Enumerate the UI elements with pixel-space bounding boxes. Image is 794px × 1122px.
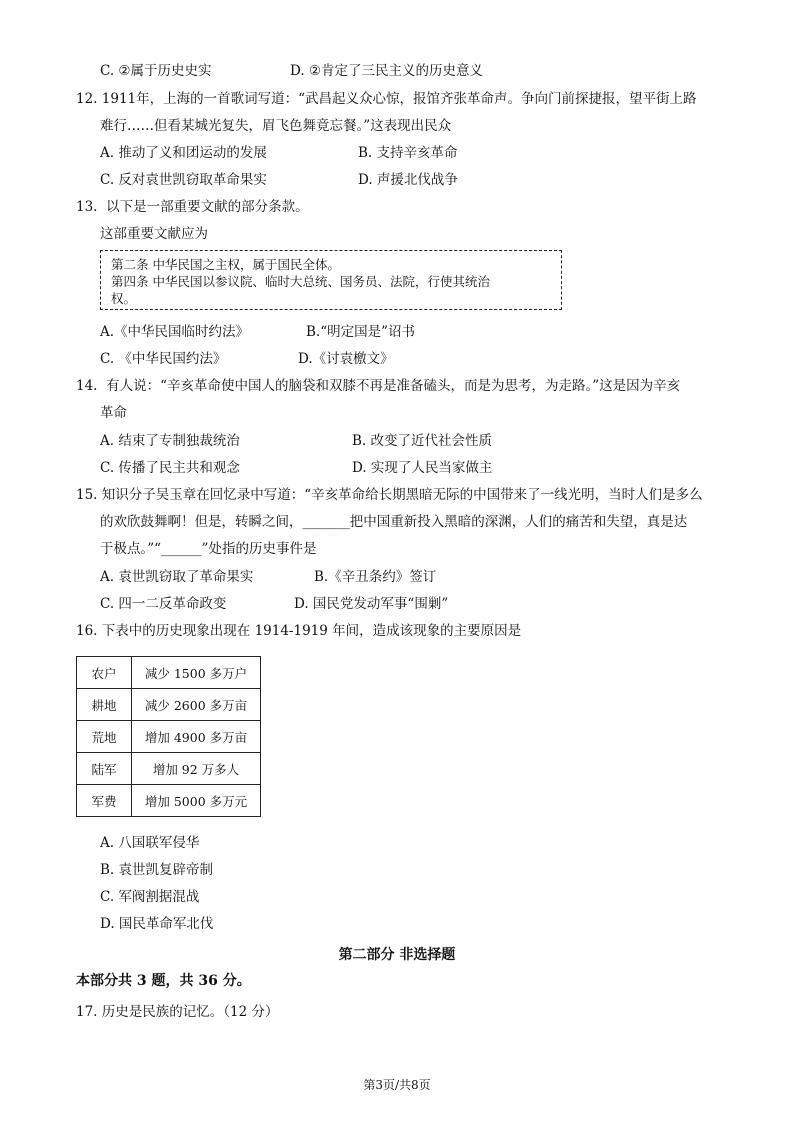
q11-option-c: C. ②属于历史史实 <box>100 63 212 79</box>
q13-option-b: B.“明定国是”诏书 <box>306 324 416 340</box>
page-number: 第3页/共8页 <box>363 1078 431 1092</box>
q11-option-d: D. ②肯定了三民主义的历史意义 <box>290 63 484 79</box>
q13-number: 13. <box>76 199 98 215</box>
q15-option-d: D. 国民党发动军事“围剿” <box>294 596 449 612</box>
q13-option-d: D.《讨袁檄文》 <box>298 351 394 367</box>
q15-stem-line3: 于极点。”“______”处指的历史事件是 <box>100 541 317 557</box>
table-cell-value: 增加 4900 多万亩 <box>132 721 261 753</box>
q12-option-c: C. 反对袁世凯窃取革命果实 <box>100 172 267 188</box>
q13-stem-text: 以下是一部重要文献的部分条款。 <box>106 199 309 215</box>
table-row <box>77 753 261 785</box>
q13-box-line1: 第二条 中华民国之主权，属于国民全体。 <box>111 257 340 272</box>
table-cell-label: 耕地 <box>77 689 132 721</box>
table-cell-value: 减少 2600 多万亩 <box>132 689 261 721</box>
q16-number: 16. <box>76 623 98 639</box>
q14-option-a: A. 结束了专制独裁统治 <box>100 433 240 449</box>
q16-option-b: B. 袁世凯复辟帝制 <box>100 862 214 878</box>
q15-stem-line1 <box>76 486 703 504</box>
q13-document-excerpt-box <box>100 250 562 310</box>
q12-stem-line2: 难行……但看某城光复失，眉飞色舞竟忘餐。”这表现出民众 <box>100 118 452 134</box>
q14-number: 14. <box>76 378 98 394</box>
q12-option-a: A. 推动了义和团运动的发展 <box>100 145 267 161</box>
q14-option-b: B. 改变了近代社会性质 <box>352 433 493 449</box>
q14-stem-line1 <box>76 377 680 395</box>
q16-stem <box>76 622 521 640</box>
table-cell-value: 增加 92 万多人 <box>132 753 261 785</box>
table-cell-label: 陆军 <box>77 753 132 785</box>
table-row <box>77 657 261 689</box>
table-cell-label: 荒地 <box>77 721 132 753</box>
q12-number: 12. <box>76 91 98 107</box>
q15-option-a: A. 袁世凯窃取了革命果实 <box>100 569 254 585</box>
q13-stem <box>76 198 309 216</box>
q14-option-d: D. 实现了人民当家做主 <box>352 460 493 476</box>
q12-option-b: B. 支持辛亥革命 <box>358 145 458 161</box>
q15-option-b: B.《辛丑条约》签订 <box>314 569 437 585</box>
q13-option-a: A.《中华民国临时约法》 <box>100 324 250 340</box>
q15-stem-text1: 知识分子吴玉章在回忆录中写道：“辛亥革命给长期黑暗无际的中国带来了一线光明，当时人们是多么 <box>101 487 703 503</box>
part2-title: 第二部分 非选择题 <box>338 947 456 963</box>
q16-option-a: A. 八国联军侵华 <box>100 835 200 851</box>
q16-stem-text: 下表中的历史现象出现在 1914-1919 年间，造成该现象的主要原因是 <box>101 623 522 639</box>
q13-box-line2: 第四条 中华民国以参议院、临时大总统、国务员、法院，行使其统治 <box>111 274 490 289</box>
q13-option-c: C. 《中华民国约法》 <box>100 351 227 367</box>
q16-option-c: C. 军阀割据混战 <box>100 889 200 905</box>
q17-stem: 17. 历史是民族的记忆。（12 分） <box>76 1004 279 1020</box>
table-row <box>77 689 261 721</box>
table-row <box>77 785 261 817</box>
q16-data-table <box>76 656 261 817</box>
q15-number: 15. <box>76 487 98 503</box>
q15-stem-line2: 的欢欣鼓舞啊！但是，转瞬之间，_______把中国重新投入黑暗的深渊，人们的痛苦和失望，真是达 <box>100 514 688 530</box>
q12-stem-line1 <box>76 90 697 108</box>
q13-prompt: 这部重要文献应为 <box>100 226 208 242</box>
q12-option-d: D. 声援北伐战争 <box>358 172 458 188</box>
q16-option-d: D. 国民革命军北伐 <box>100 916 214 932</box>
part2-intro: 本部分共 3 题，共 36 分。 <box>76 973 251 989</box>
q12-stem-text1: 1911年，上海的一首歌词写道：“武昌起义众心惊，报馆齐张革命声。争向门前探捷报，望平街上路 <box>101 91 697 107</box>
q14-stem-text1: 有人说：“辛亥革命使中国人的脑袋和双膝不再是准备磕头，而是为思考，为走路。”这是因为辛亥 <box>106 378 681 394</box>
q14-option-c: C. 传播了民主共和观念 <box>100 460 240 476</box>
table-cell-label: 军费 <box>77 785 132 817</box>
table-cell-value: 减少 1500 多万户 <box>132 657 261 689</box>
q14-stem-line2: 革命 <box>100 405 127 421</box>
q15-option-c: C. 四一二反革命政变 <box>100 596 227 612</box>
table-row <box>77 721 261 753</box>
table-cell-value: 增加 5000 多万元 <box>132 785 261 817</box>
q13-box-line3: 权。 <box>111 291 137 306</box>
table-cell-label: 农户 <box>77 657 132 689</box>
